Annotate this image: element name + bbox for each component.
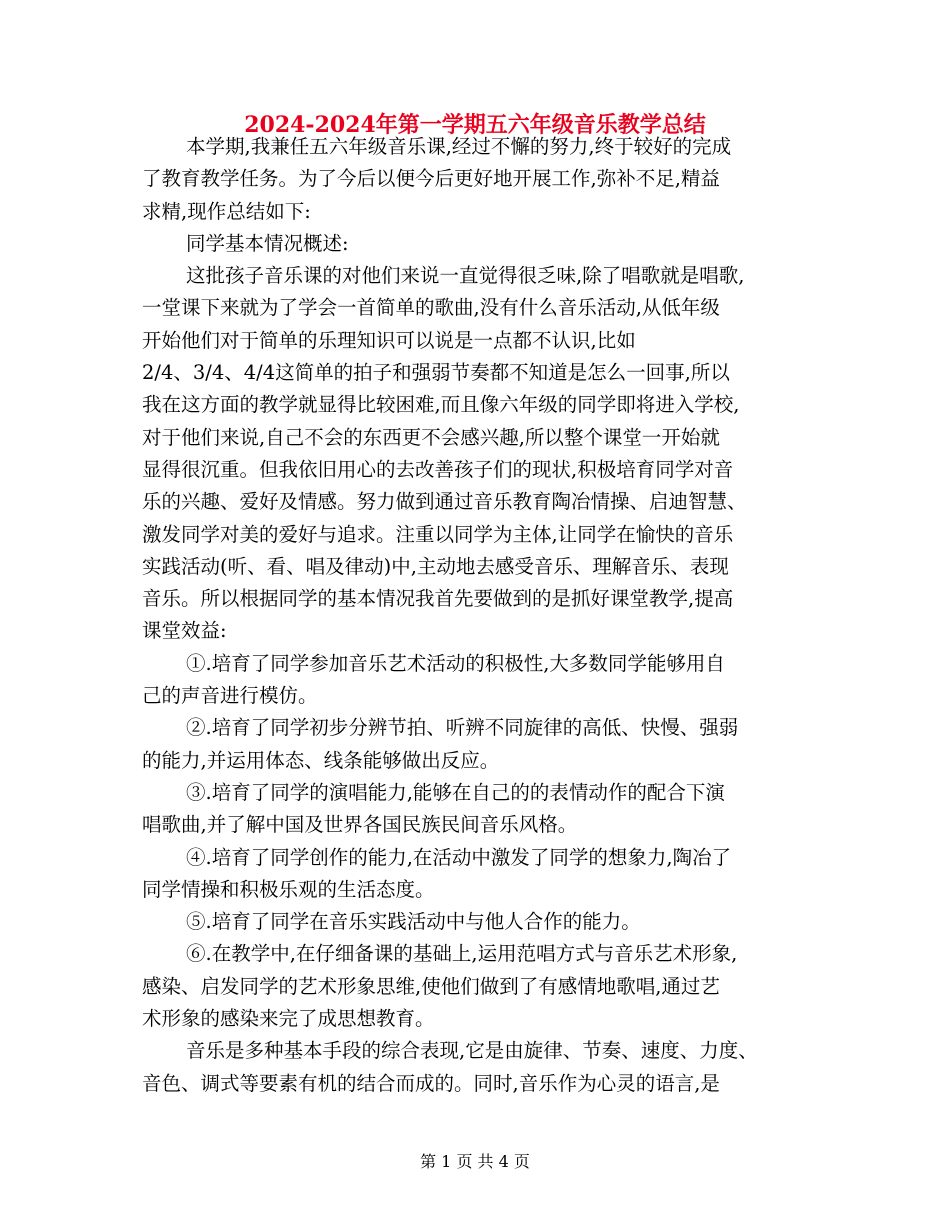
text-line: 同学基本情况概述: <box>186 231 349 255</box>
text-line: 乐的兴趣、爱好及情感。努力做到通过音乐教育陶冶情操、启迪智慧、 <box>142 490 747 514</box>
text-line: 音色、调式等要素有机的结合而成的。同时,音乐作为心灵的语言,是 <box>142 1071 720 1095</box>
text-line: ⑤.培育了同学在音乐实践活动中与他人合作的能力。 <box>186 910 641 934</box>
text-line: 课堂效益: <box>142 619 227 643</box>
text-line: 开始他们对于简单的乐理知识可以说是一点都不认识,比如 <box>142 328 636 352</box>
text-line: 感染、启发同学的艺术形象思维,使他们做到了有感情地歌唱,通过艺 <box>142 974 720 998</box>
text-line: 同学情操和积极乐观的生活态度。 <box>142 877 435 901</box>
text-line: ①.培育了同学参加音乐艺术活动的积极性,大多数同学能够用自 <box>186 651 725 675</box>
text-line: 我在这方面的教学就显得比较困难,而且像六年级的同学即将进入学校, <box>142 393 740 417</box>
text-line: 音乐是多种基本手段的综合表现,它是由旋律、节奏、速度、力度、 <box>186 1039 758 1063</box>
text-line: ④.培育了同学创作的能力,在活动中激发了同学的想象力,陶冶了 <box>186 845 732 869</box>
text-line: ②.培育了同学初步分辨节拍、听辨不同旋律的高低、快慢、强弱 <box>186 716 739 740</box>
text-line: 显得很沉重。但我依旧用心的去改善孩子们的现状,积极培育同学对音 <box>142 457 734 481</box>
document-body <box>142 131 812 1100</box>
text-line: 2/4、3/4、4/4这简单的拍子和强弱节奏都不知道是怎么一回事,所以 <box>142 361 730 385</box>
text-line: 这批孩子音乐课的对他们来说一直觉得很乏味,除了唱歌就是唱歌, <box>186 264 745 288</box>
text-line: 术形象的感染来完了成思想教育。 <box>142 1007 435 1031</box>
text-line: 本学期,我兼任五六年级音乐课,经过不懈的努力,终于较好的完成 <box>186 135 732 158</box>
document-title: 2024-2024年第一学期五六年级音乐教学总结 <box>244 112 706 138</box>
page-footer: 第 1 页 共 4 页 <box>420 1152 530 1171</box>
text-line: ③.培育了同学的演唱能力,能够在自己的的表情动作的配合下演 <box>186 780 725 804</box>
text-line: 了教育教学任务。为了今后以便今后更好地开展工作,弥补不足,精益 <box>142 167 720 191</box>
text-line: ⑥.在教学中,在仔细备课的基础上,运用范唱方式与音乐艺术形象, <box>186 942 738 966</box>
text-line: 一堂课下来就为了学会一首简单的歌曲,没有什么音乐活动,从低年级 <box>142 296 720 320</box>
text-line: 己的声音进行模仿。 <box>142 684 318 708</box>
text-line: 唱歌曲,并了解中国及世界各国民族民间音乐风格。 <box>142 813 578 837</box>
text-line: 激发同学对美的爱好与追求。注重以同学为主体,让同学在愉快的音乐 <box>142 522 734 546</box>
text-line: 求精,现作总结如下: <box>142 199 311 223</box>
text-line: 的能力,并运用体态、线条能够做出反应。 <box>142 748 500 772</box>
text-line: 实践活动(听、看、唱及律动)中,主动地去感受音乐、理解音乐、表现 <box>142 554 729 578</box>
text-line: 对于他们来说,自己不会的东西更不会感兴趣,所以整个课堂一开始就 <box>142 425 720 449</box>
text-line: 音乐。所以根据同学的基本情况我首先要做到的是抓好课堂教学,提高 <box>142 587 734 611</box>
